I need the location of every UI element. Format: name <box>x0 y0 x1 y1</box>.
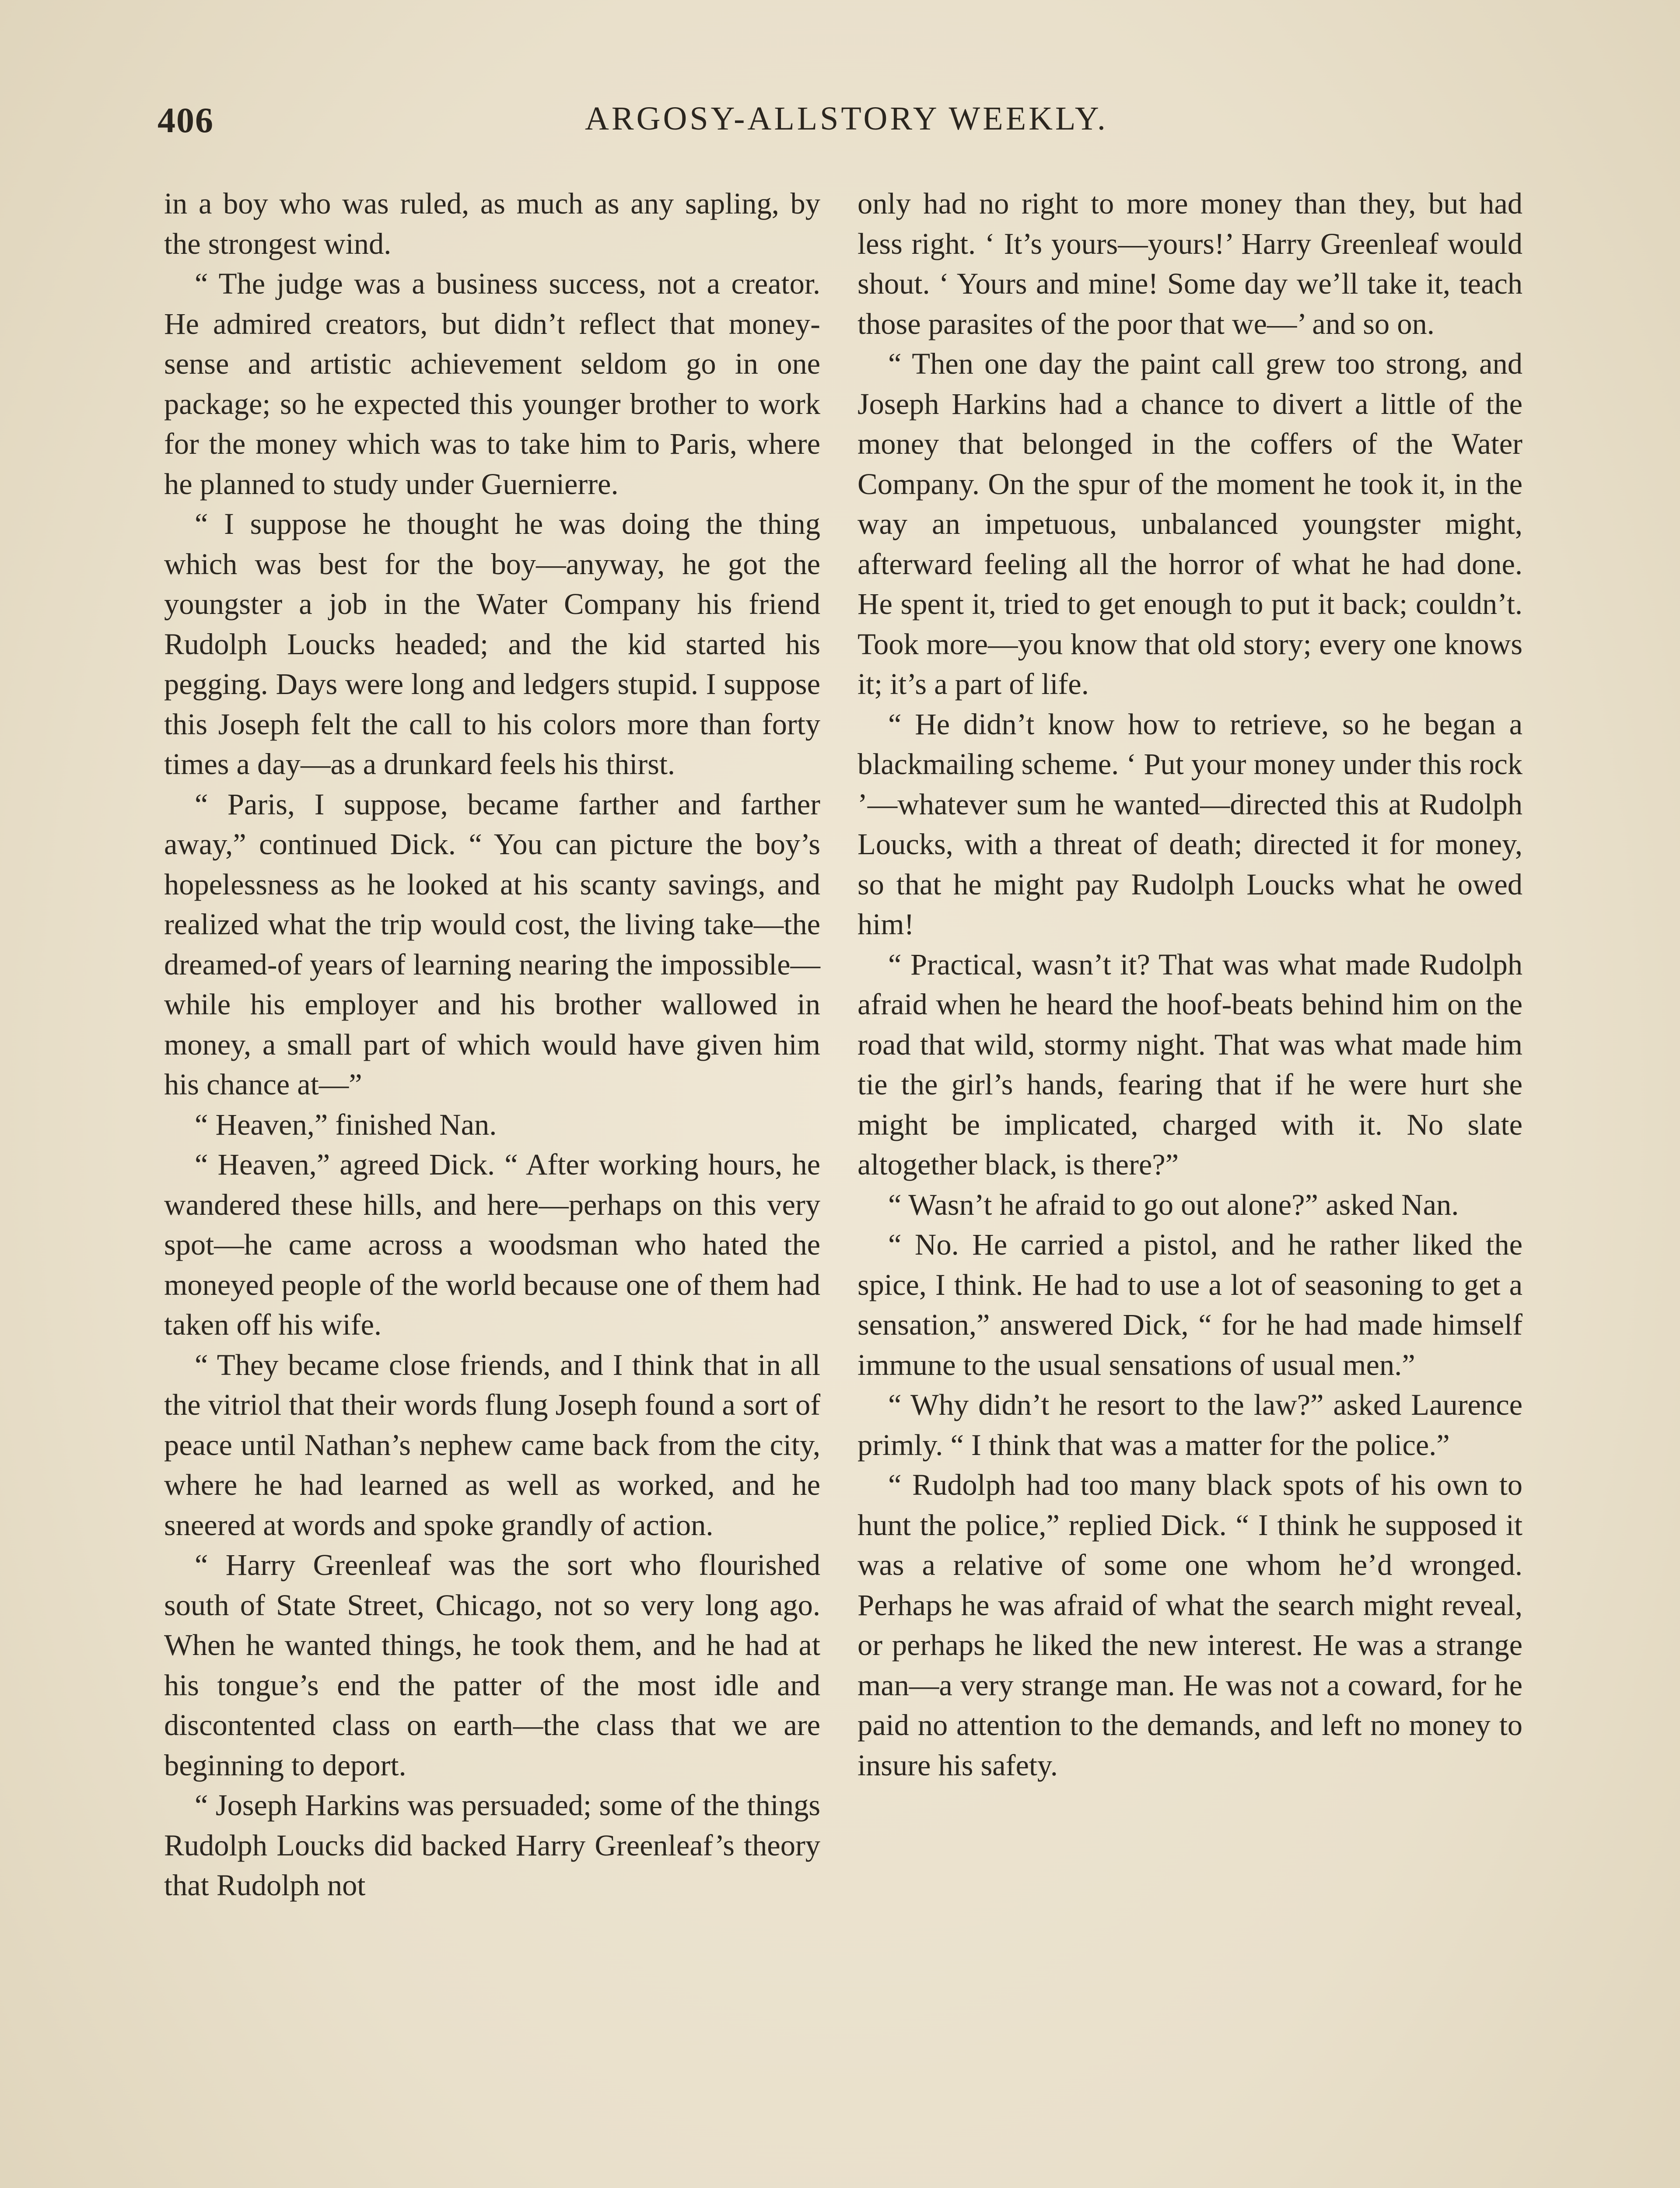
paragraph: “ I suppose he thought he was doing the thing which was best for the boy—anyway, he got the youngster a job in the Water Company his friend Rudolph Loucks headed; and the kid started his pegging. Days were long and ledgers stupid. I suppose this Joseph felt the call to his colors more than forty times a day—as a drunkard feels his thirst. <box>164 507 820 781</box>
paragraph: “ Then one day the paint call grew too strong, and Joseph Harkins had a chance to divert a little of the money that belonged in the coffers of the Water Company. On the spur of the moment he took it, in the way an impetuous, unbalanced youngster might, afterward feeling all the horror of what he had done. He spent it, tried to get enough to put it back; couldn’t. Took more—you know that old story; every one knows it; it’s a part of life. <box>858 347 1522 701</box>
paragraph: “ Harry Greenleaf was the sort who flourished south of State Street, Chicago, not so very long ago. When he wanted things, he took them, and he had at his tongue’s end the patter of the most idle and discontented class on earth—the class that we are beginning to deport. <box>164 1548 820 1782</box>
paragraph: “ Wasn’t he afraid to go out alone?” asked Nan. <box>888 1188 1459 1221</box>
paragraph: “ Why didn’t he resort to the law?” asked Laurence primly. “ I think that was a matter for the police.” <box>858 1388 1522 1462</box>
page-header <box>158 100 1536 157</box>
page-number: 406 <box>158 100 214 140</box>
paragraph: “ Rudolph had too many black spots of his own to hunt the police,” replied Dick. “ I think he supposed it was a relative of some one whom he’d wronged. Perhaps he was afraid of what the search might reveal, or perhaps he liked the new interest. He was a strange man—a very strange man. He was not a coward, for he paid no attention to the demands, and left no money to insure his safety. <box>858 1468 1522 1782</box>
paragraph: “ No. He carried a pistol, and he rather liked the spice, I think. He had to use a lot of seasoning to get a sensation,” answered Dick, “ for he had made himself immune to the usual sensations of usual men.” <box>858 1228 1522 1382</box>
paragraph: “ Heaven,” agreed Dick. “ After working hours, he wandered these hills, and here—perhaps on this very spot—he came across a woodsman who hated the moneyed people of the world because one of them had taken off his wife. <box>164 1148 820 1341</box>
paragraph: “ The judge was a business success, not a creator. He admired creators, but didn’t reflect that money-sense and artistic achievement seldom go in one package; so he expected this younger brother to work for the money which was to take him to Paris, where he planned to study under Guernierre. <box>164 267 820 501</box>
paragraph: “ They became close friends, and I think that in all the vitriol that their words flung Joseph found a sort of peace until Nathan’s nephew came back from the city, where he had learned as well as worked, and he sneered at words and spoke grandly of action. <box>164 1348 820 1542</box>
paragraph: “ Heaven,” finished Nan. <box>195 1108 497 1141</box>
running-title: ARGOSY-ALLSTORY WEEKLY. <box>585 100 1108 137</box>
paragraph: “ He didn’t know how to retrieve, so he began a blackmailing scheme. ‘ Put your money under this rock ’—whatever sum he wanted—directed this at Rudolph Loucks, with a threat of death; directed it for money, so that he might pay Rudolph Loucks what he owed him! <box>858 707 1522 941</box>
paragraph: in a boy who was ruled, as much as any sapling, by the strongest wind. <box>164 187 820 260</box>
paragraph: only had no right to more money than they, but had less right. ‘ It’s yours—yours!’ Harry Greenleaf would shout. ‘ Yours and mine! Some day we’ll take it, teach those parasites of the poor that we—’ and so on. <box>858 187 1522 340</box>
paragraph: “ Paris, I suppose, became farther and farther away,” continued Dick. “ You can picture the boy’s hopelessness as he looked at his scanty savings, and realized what the trip would cost, the living take—the dreamed-of years of learning nearing the impossible—while his employer and his brother wallowed in money, a small part of which would have given him his chance at—” <box>164 787 820 1101</box>
right-column <box>858 184 1522 1785</box>
paragraph: “ Joseph Harkins was persuaded; some of the things Rudolph Loucks did backed Harry Greenleaf’s theory that Rudolph not <box>164 1788 820 1902</box>
paragraph: “ Practical, wasn’t it? That was what made Rudolph afraid when he heard the hoof-beats behind him on the road that wild, stormy night. That was what made him tie the girl’s hands, fearing that if he were hurt she might be implicated, charged with it. No slate altogether black, is there?” <box>858 947 1522 1181</box>
left-column <box>164 184 820 1906</box>
